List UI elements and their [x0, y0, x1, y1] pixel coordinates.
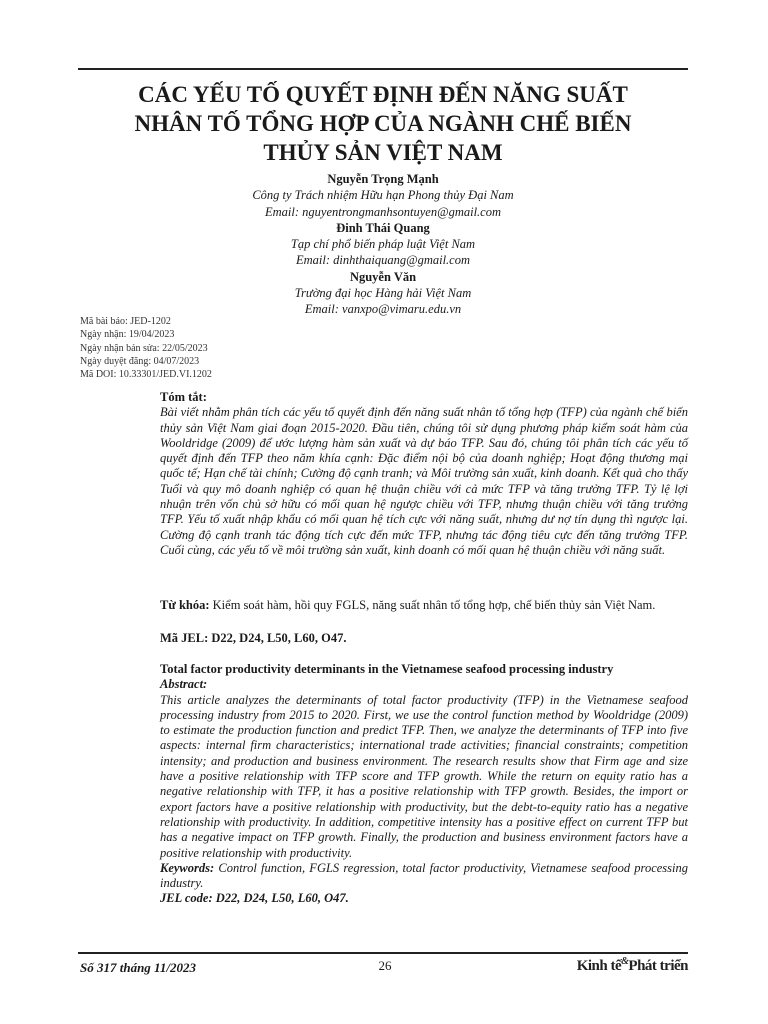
paper-title: [78, 80, 688, 167]
journal-name-part1: Kinh tế: [576, 958, 622, 974]
author-affiliation: Tạp chí phổ biến pháp luật Việt Nam: [290, 237, 476, 252]
article-metadata: [80, 315, 340, 381]
keywords-english: [160, 861, 688, 892]
page-number: 26: [378, 958, 392, 973]
author-affiliation: Công ty Trách nhiệm Hữu hạn Phong thủy Đại Nam: [252, 188, 514, 203]
author-affiliation: Trường đại học Hàng hải Việt Nam: [294, 286, 472, 301]
english-title: Total factor productivity determinants in the Vietnamese seafood processing industry: [160, 662, 614, 676]
abstract-vi-body: Bài viết nhằm phân tích các yếu tố quyết định đến năng suất nhân tố tổng hợp (TFP) của ngành chế biến thủy sản Việt Nam giai đoạn 2015-2020. Đầu tiên, chúng tôi sử dụng phương pháp kiểm soát hàm của Wooldridge (2009) để ước lượng hàm sản xuất và dự báo TFP. Sau đó, chúng tôi phân tích các yếu tố quyết định đến TFP theo năm khía cạnh: Đặc điểm nội bộ của doanh nghiệp; Hoạt động thương mại quốc tế; Hạn chế tài chính; Cường độ cạnh tranh; và Môi trường sản xuất, kinh doanh. Kết quả cho thấy Tuổi và quy mô doanh nghiệp có quan hệ thuận chiều với cả mức TFP và tăng trưởng TFP. Tỷ lệ lợi nhuận trên vốn chủ sở hữu có mối quan hệ ngược chiều với TFP, nhưng thuận chiều với tăng trưởng TFP. Yếu tố xuất nhập khẩu có mối quan hệ tích cực với năng suất, nhưng dư nợ tín dụng thì ngược lại. Cường độ cạnh tranh tác động tích cực đến mức TFP, nhưng tác động tiêu cực đến tăng trưởng TFP. Cuối cùng, các yếu tố về môi trường sản xuất, kinh doanh có mối quan hệ thuận chiều với năng suất.: [160, 405, 688, 557]
author-email: Email: vanxpo@vimaru.edu.vn: [304, 302, 462, 317]
keywords-en-label: Keywords:: [160, 860, 215, 875]
abstract-vietnamese: [160, 390, 688, 558]
keywords-vi-text: Kiểm soát hàm, hồi quy FGLS, năng suất nhân tố tổng hợp, chế biến thủy sản Việt Nam.: [209, 598, 656, 612]
article-code: Mã bài báo: JED-1202: [80, 316, 171, 327]
revised-date: Ngày nhận bản sửa: 22/05/2023: [80, 342, 208, 354]
english-section: [160, 662, 688, 907]
keywords-en-text: Control function, FGLS regression, total factor productivity, Vietnamese seafood processing industry.: [160, 860, 688, 891]
issue-info: Số 317 tháng 11/2023: [80, 960, 196, 975]
doi: Mã DOI: 10.33301/JED.VI.1202: [80, 369, 212, 381]
received-date: Ngày nhận: 19/04/2023: [80, 329, 175, 341]
author-block: [78, 171, 688, 318]
title-line-2: NHÂN TỐ TỔNG HỢP CỦA NGÀNH CHẾ BIẾN: [134, 111, 632, 136]
author-email: Email: dinhthaiquang@gmail.com: [296, 253, 470, 268]
footer-rule: [78, 952, 688, 954]
abstract-vi-heading: Tóm tắt:: [160, 390, 207, 404]
author-name: Nguyễn Trọng Mạnh: [327, 172, 439, 186]
journal-logo: [577, 956, 688, 975]
abstract-en-heading: Abstract:: [160, 677, 208, 692]
title-line-1: CÁC YẾU TỐ QUYẾT ĐỊNH ĐẾN NĂNG SUẤT: [138, 82, 628, 107]
journal-name-part2: Phát triển: [628, 958, 688, 974]
jel-code-vi: Mã JEL: D22, D24, L50, L60, O47.: [160, 631, 347, 645]
keywords-vi-label: Từ khóa:: [160, 598, 210, 612]
title-line-3: THỦY SẢN VIỆT NAM: [263, 140, 503, 165]
author-name: Đinh Thái Quang: [336, 220, 430, 235]
jel-code-en: JEL code: D22, D24, L50, L60, O47.: [160, 891, 349, 906]
author-email: Email: nguyentrongmanhsontuyen@gmail.com: [265, 204, 501, 219]
keywords-vietnamese: [160, 598, 688, 614]
accepted-date: Ngày duyệt đăng: 04/07/2023: [80, 355, 200, 367]
journal-ampersand: &: [621, 956, 629, 967]
abstract-en-body: This article analyzes the determinants of total factor productivity (TFP) in the Vietnamese seafood processing industry from 2015 to 2020. First, we use the control function method by Wooldridge (2009) to estimate the production function and predict TFP. Then, we analyze the determinants of TFP into five aspects: internal firm characteristics; international trade activities; financial constraints; competition intensity; and production and business environment. The research results show that Firm age and size have a positive relationship with TFP score and TFP growth. While the return on equity ratio has a negative relationship with TFP, it has a positive relationship with TFP growth. Besides, the import or export factors have a positive relationship with productivity, but the debt-to-equity ratio has a negative relationship with productivity. In addition, competitive intensity has a positive effect on current TFP but has a negative impact on TFP growth. Finally, the production and business environment factors have a positive relationship with productivity.: [160, 692, 688, 860]
author-name: Nguyễn Văn: [349, 269, 417, 284]
top-rule: [78, 68, 688, 70]
